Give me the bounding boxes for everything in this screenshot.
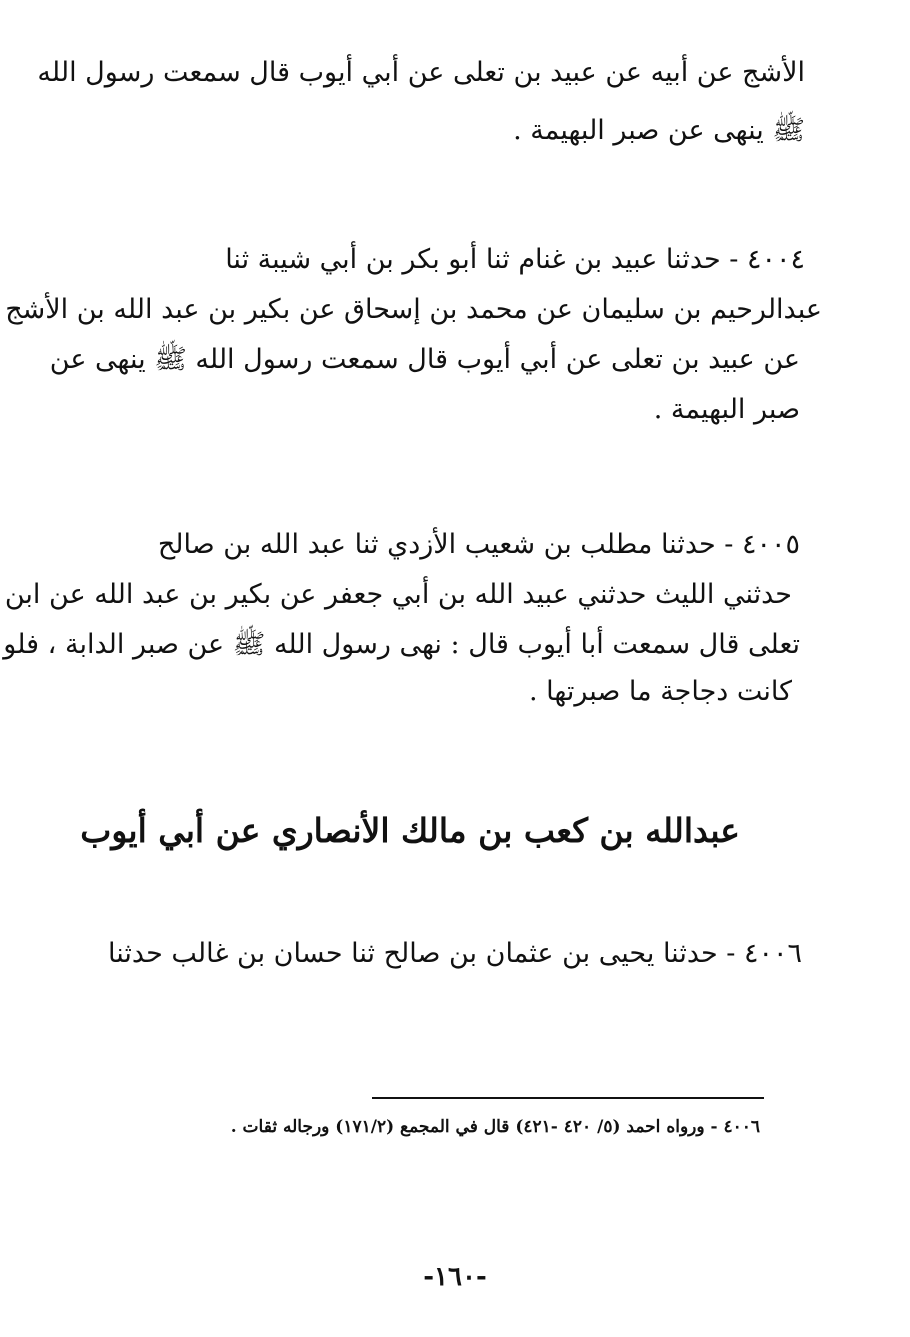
hadith-4006-line-1: ٤٠٠٦ - حدثنا يحيى بن عثمان بن صالح ثنا حسان بن غالب حدثنا: [108, 938, 802, 969]
hadith-4005-line-2: حدثني الليث حدثني عبيد الله بن أبي جعفر عن بكير بن عبد الله عن ابن: [4, 579, 792, 610]
hadith-4005-line-4: كانت دجاجة ما صبرتها .: [529, 676, 792, 707]
page-number: -١٦٠-: [423, 1262, 487, 1292]
hadith-4004-line-2: عبدالرحيم بن سليمان عن محمد بن إسحاق عن بكير بن عبد الله بن الأشج: [5, 294, 822, 325]
continuation-line-2: ﷺ ينهى عن صبر البهيمة .: [513, 115, 805, 146]
hadith-4004-line-1: ٤٠٠٤ - حدثنا عبيد بن غنام ثنا أبو بكر بن أبي شيبة ثنا: [225, 244, 805, 275]
hadith-4004-line-3: عن عبيد بن تعلى عن أبي أيوب قال سمعت رسول الله ﷺ ينهى عن: [49, 344, 800, 375]
hadith-4004-line-4: صبر البهيمة .: [653, 394, 800, 425]
footnote: ٤٠٠٦ - ورواه احمد (٥/ ٤٢٠ -٤٢١) قال في المجمع (١٧١/٢) ورجاله ثقات .: [230, 1117, 760, 1137]
footnote-separator: [372, 1097, 764, 1099]
section-heading: عبدالله بن كعب بن مالك الأنصاري عن أبي أيوب: [80, 811, 740, 850]
continuation-line-1: الأشج عن أبيه عن عبيد بن تعلى عن أبي أيوب قال سمعت رسول الله: [37, 57, 805, 88]
hadith-4005-line-1: ٤٠٠٥ - حدثنا مطلب بن شعيب الأزدي ثنا عبد الله بن صالح: [157, 529, 800, 560]
hadith-4005-line-3: تعلى قال سمعت أبا أيوب قال : نهى رسول الله ﷺ عن صبر الدابة ، فلو: [3, 629, 800, 660]
